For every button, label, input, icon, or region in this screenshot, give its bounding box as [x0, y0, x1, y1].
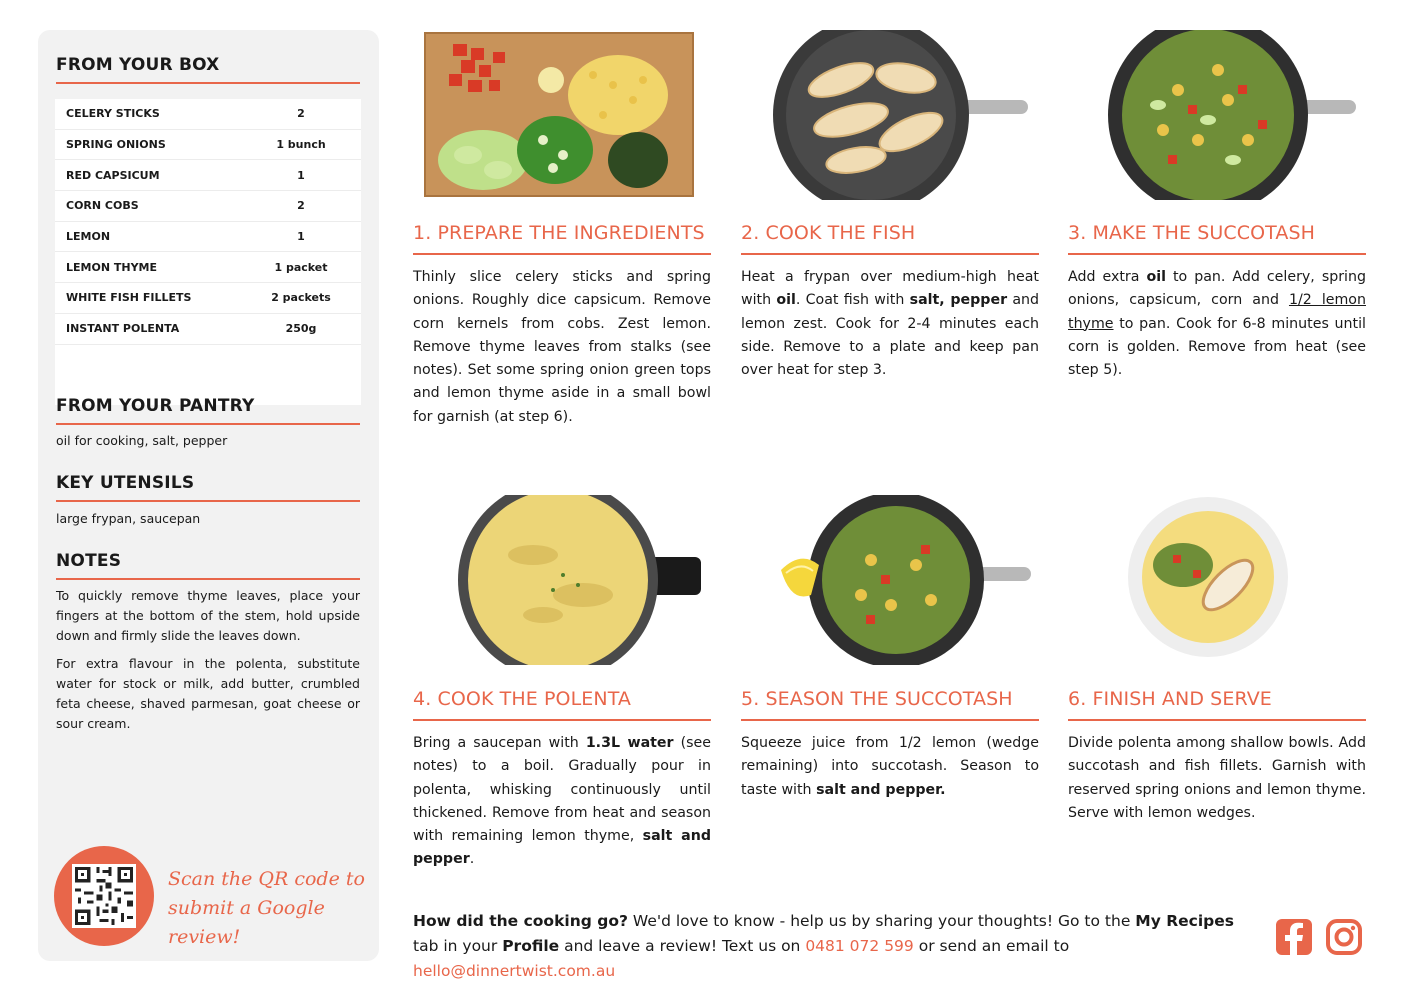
text-run: to pan. Add celery, spring onions, capsicum, corn and	[1068, 269, 1366, 309]
text-run: Squeeze juice from 1/2 lemon (wedge remaining) into succotash. Season to taste with	[741, 735, 1039, 798]
ingredient-name: RED CAPSICUM	[66, 168, 160, 182]
step-3-title: 3. MAKE THE SUCCOTASH	[1068, 222, 1316, 244]
utensils-heading-rule	[56, 500, 360, 502]
table-row	[55, 252, 361, 283]
note-paragraph: To quickly remove thyme leaves, place your fingers at the bottom of the stem, hold upside down and firmly slide the leaves down.	[56, 588, 360, 643]
step-5-photo	[741, 495, 1039, 665]
text-run: Add extra	[1068, 269, 1147, 285]
pantry-text: oil for cooking, salt, pepper	[56, 433, 228, 448]
step-6-photo	[1068, 495, 1366, 665]
step-2-photo	[741, 30, 1039, 200]
ingredient-qty: 1 packet	[274, 260, 328, 274]
contact-link[interactable]: hello@dinnertwist.com.au	[413, 962, 616, 980]
bold-text: salt and pepper	[413, 828, 711, 868]
ingredient-qty: 2	[297, 107, 305, 121]
notes-heading: NOTES	[56, 551, 122, 571]
qr-caption-line: submit a Google review!	[168, 897, 325, 948]
ingredient-qty: 1 bunch	[276, 138, 326, 152]
table-row	[55, 130, 361, 161]
feedback-footer	[413, 909, 1258, 984]
utensils-heading: KEY UTENSILS	[56, 473, 195, 493]
ingredient-name: WHITE FISH FILLETS	[66, 291, 192, 305]
ingredient-name: LEMON THYME	[66, 260, 157, 274]
step-2-body	[741, 266, 1039, 382]
qr-badge[interactable]	[54, 846, 154, 946]
qr-code-icon[interactable]	[72, 864, 136, 928]
step-5-title: 5. SEASON THE SUCCOTASH	[741, 688, 1013, 710]
table-row	[55, 191, 361, 222]
notes-heading-rule	[56, 578, 360, 580]
step-4-body	[413, 732, 711, 872]
contact-link[interactable]: 0481 072 599	[805, 937, 914, 955]
ingredient-qty: 1	[297, 168, 305, 182]
ingredient-name: CORN COBS	[66, 199, 139, 213]
table-row	[55, 314, 361, 345]
step-4-title: 4. COOK THE POLENTA	[413, 688, 632, 710]
table-row	[55, 222, 361, 253]
text-run: (see notes) to a boil. Gradually pour in polenta, whisking continuously until thickened. Remove from heat and season with remaining lemon thyme,	[413, 735, 711, 845]
table-row	[55, 283, 361, 314]
ingredient-name: LEMON	[66, 230, 111, 244]
step-6-title: 6. FINISH AND SERVE	[1068, 688, 1272, 710]
bold-text: How did the cooking go?	[413, 912, 628, 930]
ingredient-name: INSTANT POLENTA	[66, 322, 180, 336]
facebook-icon[interactable]	[1275, 918, 1313, 956]
bold-text: salt and pepper.	[816, 781, 946, 798]
step-2-title: 2. COOK THE FISH	[741, 222, 916, 244]
qr-caption	[168, 865, 368, 952]
text-run: .	[469, 851, 475, 868]
step-3-photo	[1068, 30, 1366, 200]
text-run: We'd love to know - help us by sharing your thoughts! Go to the	[627, 912, 1136, 930]
step-6-rule	[1068, 719, 1366, 721]
notes-body	[56, 586, 360, 742]
instagram-icon[interactable]	[1325, 918, 1363, 956]
ingredient-name: SPRING ONIONS	[66, 138, 166, 152]
note-paragraph: For extra flavour in the polenta, substitute water for stock or milk, add butter, crumbled feta cheese, shaved parmesan, goat cheese or sour cream.	[56, 656, 360, 731]
text-run: and lemon zest. Cook for 2-4 minutes each side. Remove to a plate and keep pan over heat for step 3.	[741, 292, 1040, 379]
bold-text: salt, pepper	[909, 292, 1008, 309]
text-run: tab in your	[413, 937, 503, 955]
text-run: Divide polenta among shallow bowls. Add succotash and fish fillets. Garnish with reserved spring onions and lemon thyme. Serve with lemon wedges.	[1068, 735, 1366, 821]
step-3-body	[1068, 266, 1366, 382]
text-run: to pan. Cook for 6-8 minutes until corn is golden. Remove from heat (see step 5).	[1068, 315, 1366, 379]
pantry-heading-rule	[56, 423, 360, 425]
text-run: Heat a frypan over medium-high heat with	[741, 269, 1039, 309]
text-run: Thinly slice celery sticks and spring onions. Roughly dice capsicum. Remove corn kernels from cobs. Zest lemon. Remove thyme leaves from stalks (see notes). Set some spring onion green tops and lemon thyme aside in a small bowl for garnish (at step 6).	[413, 269, 711, 425]
step-4-photo	[413, 495, 711, 665]
bold-text: My Recipes	[1135, 912, 1234, 930]
step-1-title: 1. PREPARE THE INGREDIENTS	[413, 222, 705, 244]
utensils-text: large frypan, saucepan	[56, 511, 201, 526]
step-1-photo	[413, 30, 711, 200]
box-heading-rule	[56, 82, 360, 84]
step-6-body	[1068, 732, 1366, 825]
text-run: Bring a saucepan with	[413, 735, 586, 751]
ingredient-name: CELERY STICKS	[66, 107, 160, 121]
box-heading: FROM YOUR BOX	[56, 55, 220, 75]
step-1-rule	[413, 253, 711, 255]
text-run: . Coat fish with	[795, 292, 910, 309]
text-run: and leave a review! Text us on	[559, 937, 806, 955]
bold-text: oil	[776, 292, 796, 309]
step-4-rule	[413, 719, 711, 721]
step-1-body	[413, 266, 711, 429]
bold-text: Profile	[502, 937, 560, 955]
step-2-rule	[741, 253, 1039, 255]
ingredient-qty: 250g	[285, 322, 317, 336]
table-row	[55, 160, 361, 191]
step-5-body	[741, 732, 1039, 802]
table-row	[55, 99, 361, 130]
pantry-heading: FROM YOUR PANTRY	[56, 396, 255, 416]
ingredient-qty: 1	[297, 230, 305, 244]
bold-text: 1.3L water	[585, 735, 674, 751]
sidebar	[38, 30, 379, 961]
step-5-rule	[741, 719, 1039, 721]
qr-caption-line: Scan the QR code to	[168, 868, 365, 890]
step-3-rule	[1068, 253, 1366, 255]
text-run: 1/2 lemon thyme	[1068, 292, 1366, 332]
ingredient-qty: 2	[297, 199, 305, 213]
bold-text: oil	[1146, 269, 1166, 285]
text-run: or send an email to	[913, 937, 1070, 955]
ingredients-table	[55, 99, 361, 405]
ingredient-qty: 2 packets	[271, 291, 331, 305]
